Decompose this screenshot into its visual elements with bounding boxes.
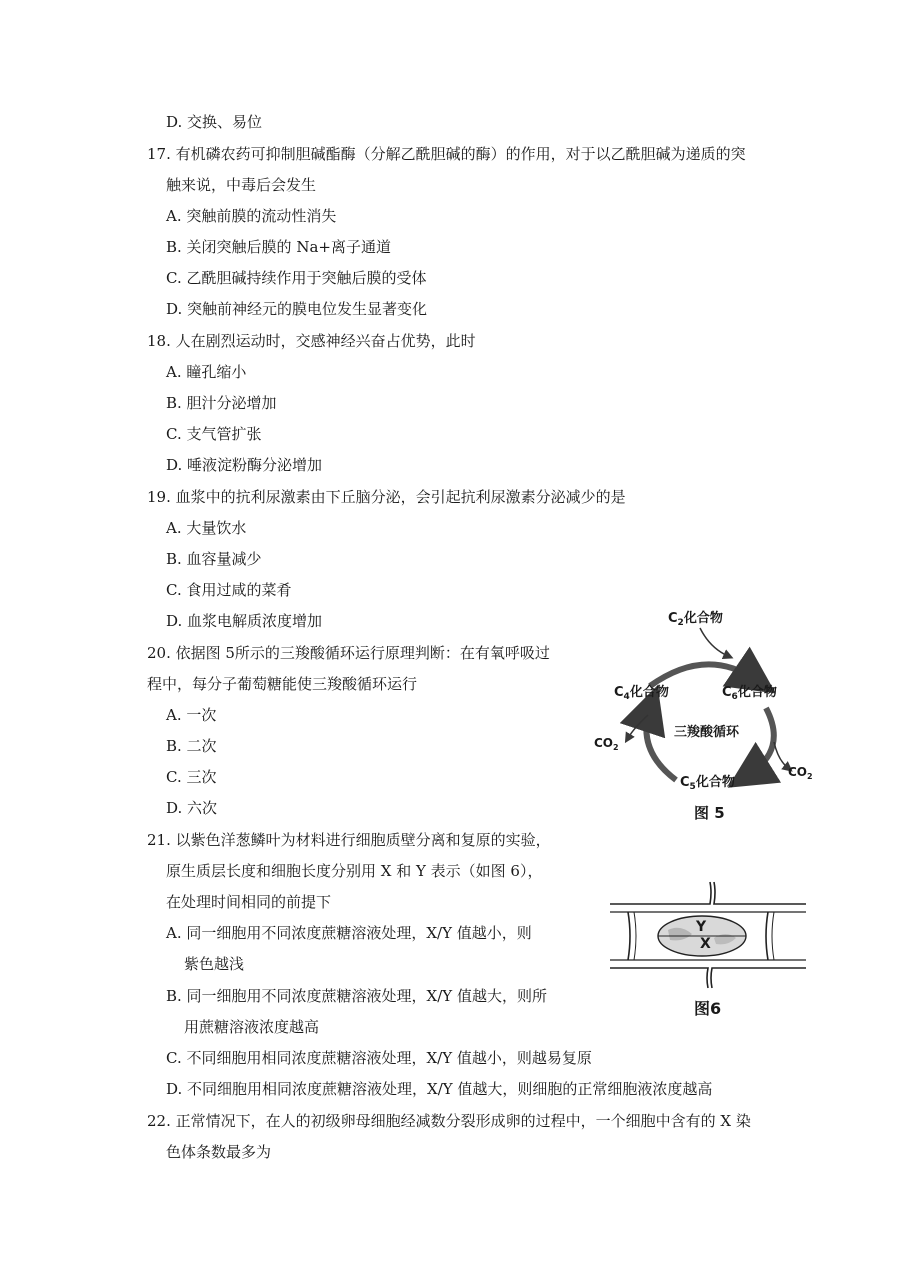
text-line: 紫色越浅 <box>184 955 245 973</box>
co2-right-arrow <box>774 742 788 768</box>
text-line: 用蔗糖溶液浓度越高 <box>184 1018 320 1036</box>
cycle-arc-right <box>748 708 774 775</box>
text-line: B. 二次 <box>166 737 217 755</box>
c4-compound-label: $C_4$化合物 <box>614 685 669 702</box>
cycle-arc-bottom <box>646 708 676 780</box>
co2-left-label: $CO_2$ <box>594 736 619 752</box>
label-y: Y <box>696 919 707 935</box>
text-line: D. 交换、易位 <box>166 113 263 131</box>
label-x: X <box>700 936 711 952</box>
text-line: 触来说，中毒后会发生 <box>166 176 317 194</box>
text-line: C. 支气管扩张 <box>166 425 262 443</box>
figure-5-tca-cycle <box>588 600 828 830</box>
text-line: 19. 血浆中的抗利尿激素由下丘脑分泌，会引起抗利尿激素分泌减少的是 <box>147 488 626 506</box>
text-line: B. 关闭突触后膜的 Na+离子通道 <box>166 238 391 256</box>
c5-compound-label: $C_5$化合物 <box>680 775 735 792</box>
text-line: B. 同一细胞用不同浓度蔗糖溶液处理，X/Y 值越大，则所 <box>166 987 547 1005</box>
c2-compound-label: $C_2$化合物 <box>668 611 723 628</box>
figure-6-caption: 图6 <box>694 999 722 1018</box>
text-line: 原生质层长度和细胞长度分别用 X 和 Y 表示（如图 6）， <box>166 862 543 880</box>
c2-input-arrow <box>700 628 728 656</box>
text-line: D. 突触前神经元的膜电位发生显著变化 <box>166 300 428 318</box>
text-line: 在处理时间相同的前提下 <box>166 893 332 911</box>
tca-center-label: 三羧酸循环 <box>674 725 740 740</box>
cycle-arc-top <box>650 664 756 686</box>
text-line: 17. 有机磷农药可抑制胆碱酯酶（分解乙酰胆碱的酶）的作用，对于以乙酰胆碱为递质的突 <box>147 145 746 163</box>
text-line: 色体条数最多为 <box>166 1143 272 1161</box>
text-line: C. 不同细胞用相同浓度蔗糖溶液处理，X/Y 值越小，则越易复原 <box>166 1049 592 1067</box>
text-line: C. 食用过咸的菜肴 <box>166 581 292 599</box>
cell-diagram <box>610 880 810 990</box>
text-line: C. 三次 <box>166 768 217 786</box>
text-line: B. 血容量减少 <box>166 550 262 568</box>
text-line: 22. 正常情况下，在人的初级卵母细胞经减数分裂形成卵的过程中，一个细胞中含有的 X 染 <box>147 1112 751 1130</box>
co2-right-label: $CO_2$ <box>788 765 813 781</box>
tca-cycle-diagram <box>588 600 828 830</box>
text-line: D. 不同细胞用相同浓度蔗糖溶液处理，X/Y 值越大，则细胞的正常细胞液浓度越高 <box>166 1080 713 1098</box>
text-line: A. 一次 <box>166 706 217 724</box>
text-line: 21. 以紫色洋葱鳞叶为材料进行细胞质壁分离和复原的实验， <box>147 831 551 849</box>
text-line: B. 胆汁分泌增加 <box>166 394 277 412</box>
figure-5-caption: 图 5 <box>694 804 725 822</box>
c6-compound-label: $C_6$化合物 <box>722 685 777 702</box>
text-line: D. 六次 <box>166 799 218 817</box>
text-line: 18. 人在剧烈运动时，交感神经兴奋占优势，此时 <box>147 332 476 350</box>
text-line: D. 唾液淀粉酶分泌增加 <box>166 456 323 474</box>
figure-6-plasmolysis <box>610 880 810 1020</box>
text-line: A. 大量饮水 <box>166 519 247 537</box>
text-line: 20. 依据图 5所示的三羧酸循环运行原理判断：在有氧呼吸过 <box>147 644 550 662</box>
text-line: 程中，每分子葡萄糖能使三羧酸循环运行 <box>147 675 418 693</box>
text-line: A. 突触前膜的流动性消失 <box>166 207 337 225</box>
text-line: A. 同一细胞用不同浓度蔗糖溶液处理，X/Y 值越小，则 <box>166 924 532 942</box>
text-line: C. 乙酰胆碱持续作用于突触后膜的受体 <box>166 269 427 287</box>
text-line: A. 瞳孔缩小 <box>166 363 247 381</box>
text-line: D. 血浆电解质浓度增加 <box>166 612 323 630</box>
